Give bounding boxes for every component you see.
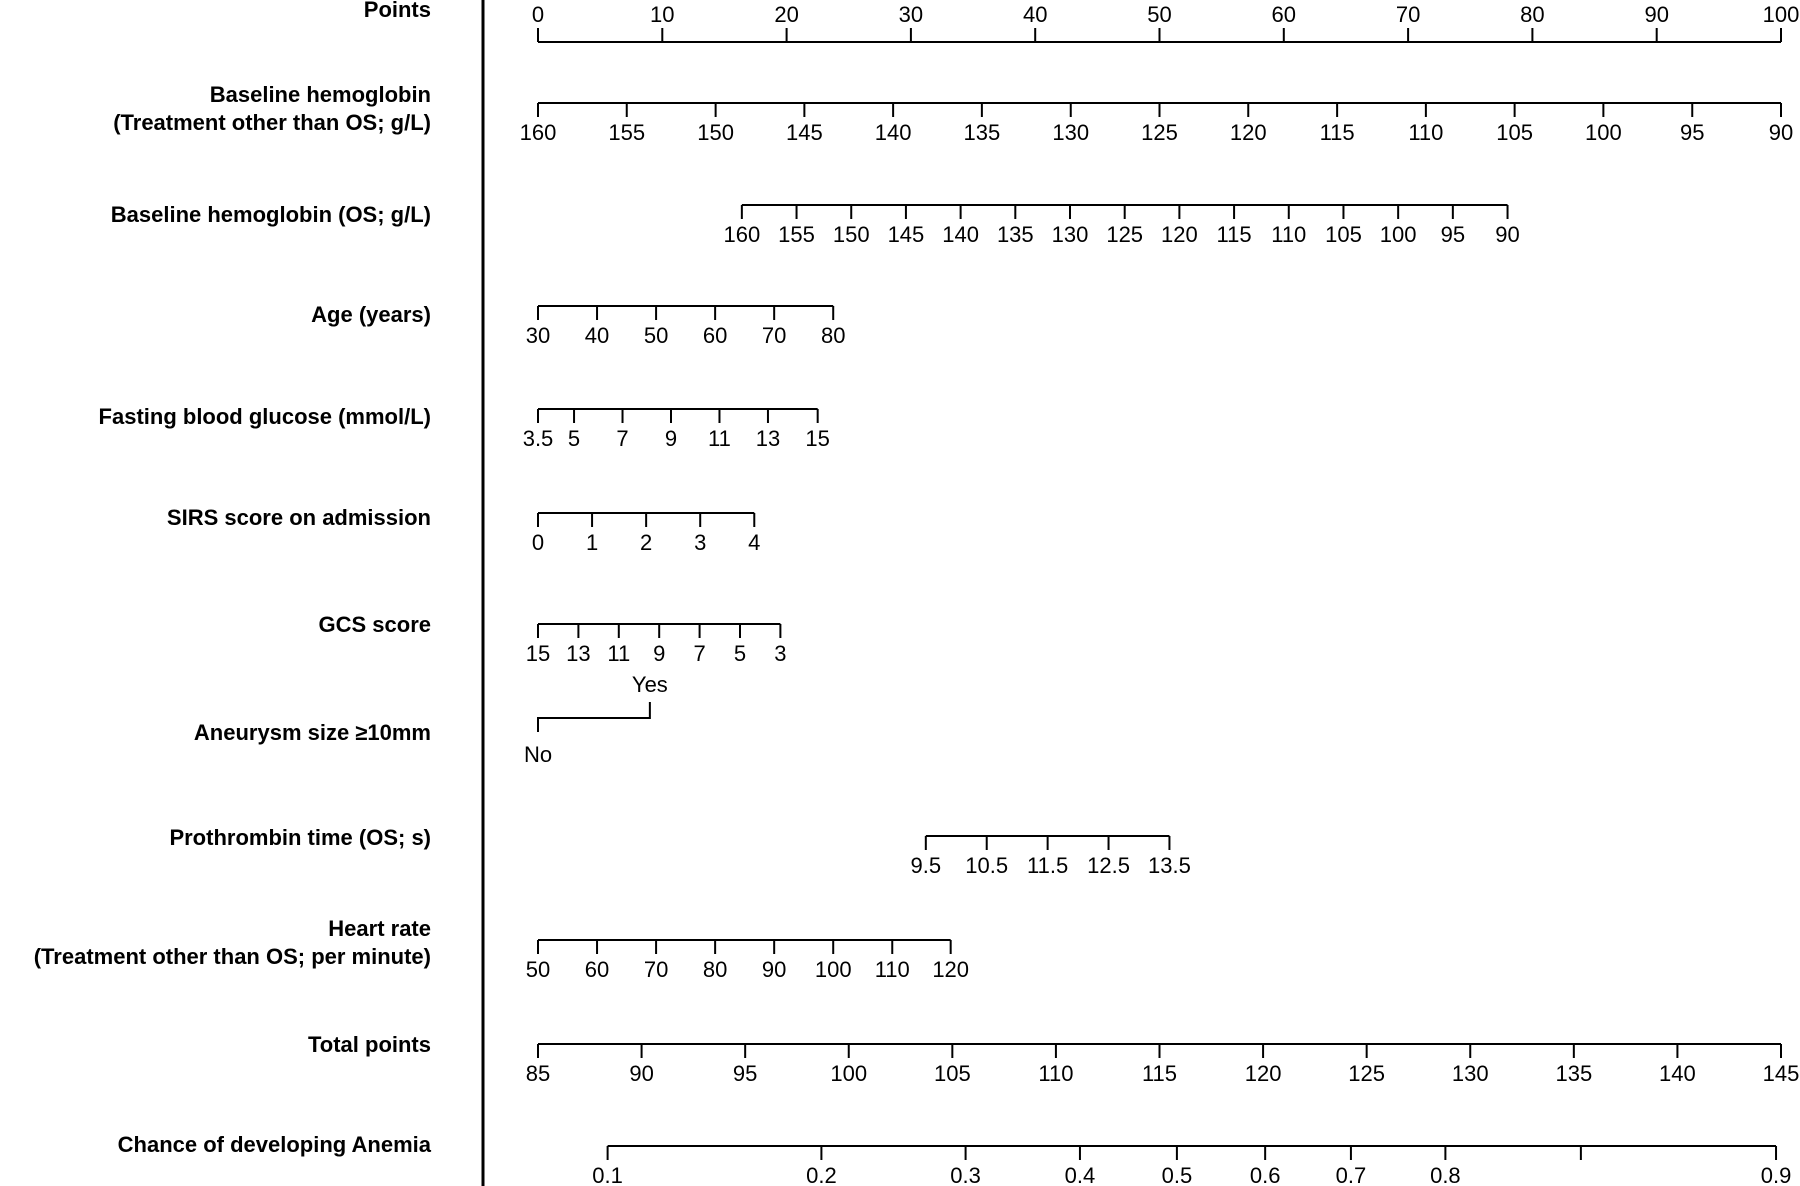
tick-label: 140: [874, 120, 912, 145]
row-label: Chance of developing Anemia: [117, 1132, 431, 1157]
tick-label: 10: [650, 2, 675, 27]
tick-label: 145: [1762, 1061, 1800, 1086]
tick-label: 4: [748, 530, 761, 555]
tick-label: 135: [996, 222, 1034, 247]
tick-label: 135: [963, 120, 1001, 145]
tick-label: 60: [584, 957, 610, 982]
tick-label: 11: [708, 426, 731, 451]
row-label: SIRS score on admission: [166, 505, 431, 530]
tick-label: 0.4: [1064, 1163, 1096, 1186]
tick-label: 120: [1229, 120, 1267, 145]
nomogram-row-7: [194, 672, 668, 767]
tick-label: 110: [1038, 1061, 1074, 1086]
tick-label: 20: [774, 2, 799, 27]
tick-label: 13.5: [1148, 853, 1191, 878]
tick-label: 0.9: [1760, 1163, 1792, 1186]
nomogram-rows: [34, 0, 1800, 1186]
tick-label: 105: [933, 1061, 971, 1086]
nomogram-row-6: [319, 612, 787, 666]
tick-label: 100: [830, 1061, 868, 1086]
tick-label: 50: [1147, 2, 1172, 27]
tick-label: 5: [733, 641, 747, 666]
tick-label: 70: [761, 323, 787, 348]
tick-label: 90: [761, 957, 787, 982]
tick-label: 3.5: [522, 426, 554, 451]
tick-label: 110: [874, 957, 910, 982]
row-label: Fasting blood glucose (mmol/L): [98, 404, 431, 429]
tick-label: 95: [732, 1061, 758, 1086]
tick-label: 3: [694, 530, 707, 555]
tick-label: 115: [1141, 1061, 1178, 1086]
tick-label: 85: [525, 1061, 551, 1086]
tick-label: 95: [1680, 120, 1705, 145]
tick-label: 60: [1271, 2, 1297, 27]
nomogram-row-2: [111, 202, 1520, 247]
tick-label: 145: [786, 120, 823, 145]
tick-label: 0.2: [806, 1163, 837, 1186]
tick-label: 150: [697, 120, 734, 145]
tick-label: 95: [1440, 222, 1466, 247]
tick-label: 120: [1161, 222, 1198, 247]
tick-label: 7: [693, 641, 706, 666]
tick-label: 115: [1216, 222, 1252, 247]
tick-label: 140: [942, 222, 979, 247]
tick-label: 1: [585, 530, 599, 555]
tick-label: 11.5: [1027, 853, 1069, 878]
tick-label: 90: [1495, 222, 1520, 247]
tick-label: 125: [1106, 222, 1144, 247]
tick-label: 100: [814, 957, 852, 982]
nomogram-row-4: [99, 404, 830, 451]
tick-label: 9: [653, 641, 666, 666]
tick-label: 80: [820, 323, 846, 348]
tick-label: 135: [1555, 1061, 1593, 1086]
tick-label: 160: [519, 120, 557, 145]
row-label: Heart rate: [328, 916, 431, 941]
tick-label: 130: [1051, 222, 1089, 247]
tick-label: No: [523, 742, 553, 767]
tick-label: 0.7: [1335, 1163, 1367, 1186]
tick-label: 40: [1022, 2, 1048, 27]
tick-label: 0.1: [592, 1163, 623, 1186]
tick-label: 11: [607, 641, 631, 666]
tick-label: 100: [1585, 120, 1622, 145]
tick-label: 110: [1271, 222, 1307, 247]
tick-label: 30: [898, 2, 924, 27]
row-label: Aneurysm size ≥10mm: [193, 720, 431, 745]
tick-label: 115: [1319, 120, 1355, 145]
row-label: GCS score: [318, 612, 431, 637]
tick-label: 40: [584, 323, 610, 348]
tick-label: 70: [643, 957, 669, 982]
tick-label: 150: [832, 222, 870, 247]
tick-label: 90: [1768, 120, 1794, 145]
tick-label: 30: [525, 323, 551, 348]
tick-label: 155: [778, 222, 815, 247]
tick-label: 12.5: [1087, 853, 1130, 878]
tick-label: 90: [1644, 2, 1669, 27]
nomogram-row-9: [34, 916, 969, 982]
tick-label: 0.5: [1161, 1163, 1193, 1186]
tick-label: 130: [1451, 1061, 1489, 1086]
tick-label: 140: [1659, 1061, 1696, 1086]
tick-label: 50: [643, 323, 669, 348]
tick-label: 5: [567, 426, 581, 451]
tick-label: 70: [1395, 2, 1421, 27]
tick-label: 125: [1348, 1061, 1386, 1086]
tick-label: 60: [702, 323, 728, 348]
tick-label: 120: [1244, 1061, 1282, 1086]
row-label: Baseline hemoglobin (OS; g/L): [110, 202, 431, 227]
tick-label: 15: [525, 641, 551, 666]
tick-label: 105: [1325, 222, 1362, 247]
tick-label: 13: [566, 641, 591, 666]
tick-label: 155: [608, 120, 646, 145]
row-label: Points: [363, 0, 431, 22]
tick-label: 105: [1496, 120, 1533, 145]
nomogram-row-10: [308, 1032, 1799, 1086]
tick-label: 0: [531, 530, 545, 555]
tick-label: 100: [1762, 2, 1800, 27]
tick-label: 130: [1052, 120, 1090, 145]
tick-label: 50: [525, 957, 551, 982]
nomogram-row-0: [364, 0, 1800, 42]
row-label: Age (years): [311, 302, 431, 327]
tick-label: 2: [640, 530, 653, 555]
tick-label: 145: [887, 222, 925, 247]
tick-label: 0.3: [950, 1163, 981, 1186]
tick-label: 0.6: [1249, 1163, 1281, 1186]
row-label: Total points: [307, 1032, 431, 1057]
row-label: (Treatment other than OS; g/L): [113, 110, 431, 135]
tick-label: 80: [1520, 2, 1545, 27]
tick-label: 110: [1408, 120, 1444, 145]
tick-label: 10.5: [965, 853, 1009, 878]
tick-label: 9: [664, 426, 678, 451]
tick-label: 15: [805, 426, 830, 451]
tick-label: 7: [616, 426, 629, 451]
tick-label: 160: [723, 222, 761, 247]
row-label: Prothrombin time (OS; s): [169, 825, 431, 850]
nomogram-row-11: [118, 1132, 1792, 1186]
tick-label: 90: [629, 1061, 654, 1086]
binary-axis: [538, 702, 650, 732]
tick-label: 100: [1379, 222, 1417, 247]
row-label: Baseline hemoglobin: [209, 82, 431, 107]
tick-label: 13: [755, 426, 781, 451]
row-label: (Treatment other than OS; per minute): [33, 944, 431, 969]
nomogram-row-8: [169, 825, 1190, 878]
tick-label: 0: [531, 2, 545, 27]
nomogram-row-1: [113, 82, 1793, 145]
tick-label: 0.8: [1430, 1163, 1461, 1186]
tick-label: 120: [932, 957, 970, 982]
tick-label: 80: [702, 957, 728, 982]
nomogram-row-5: [167, 505, 760, 555]
tick-label: Yes: [631, 672, 668, 697]
tick-label: 125: [1141, 120, 1178, 145]
tick-label: 3: [774, 641, 787, 666]
nomogram-row-3: [311, 302, 845, 348]
tick-label: 9.5: [910, 853, 942, 878]
